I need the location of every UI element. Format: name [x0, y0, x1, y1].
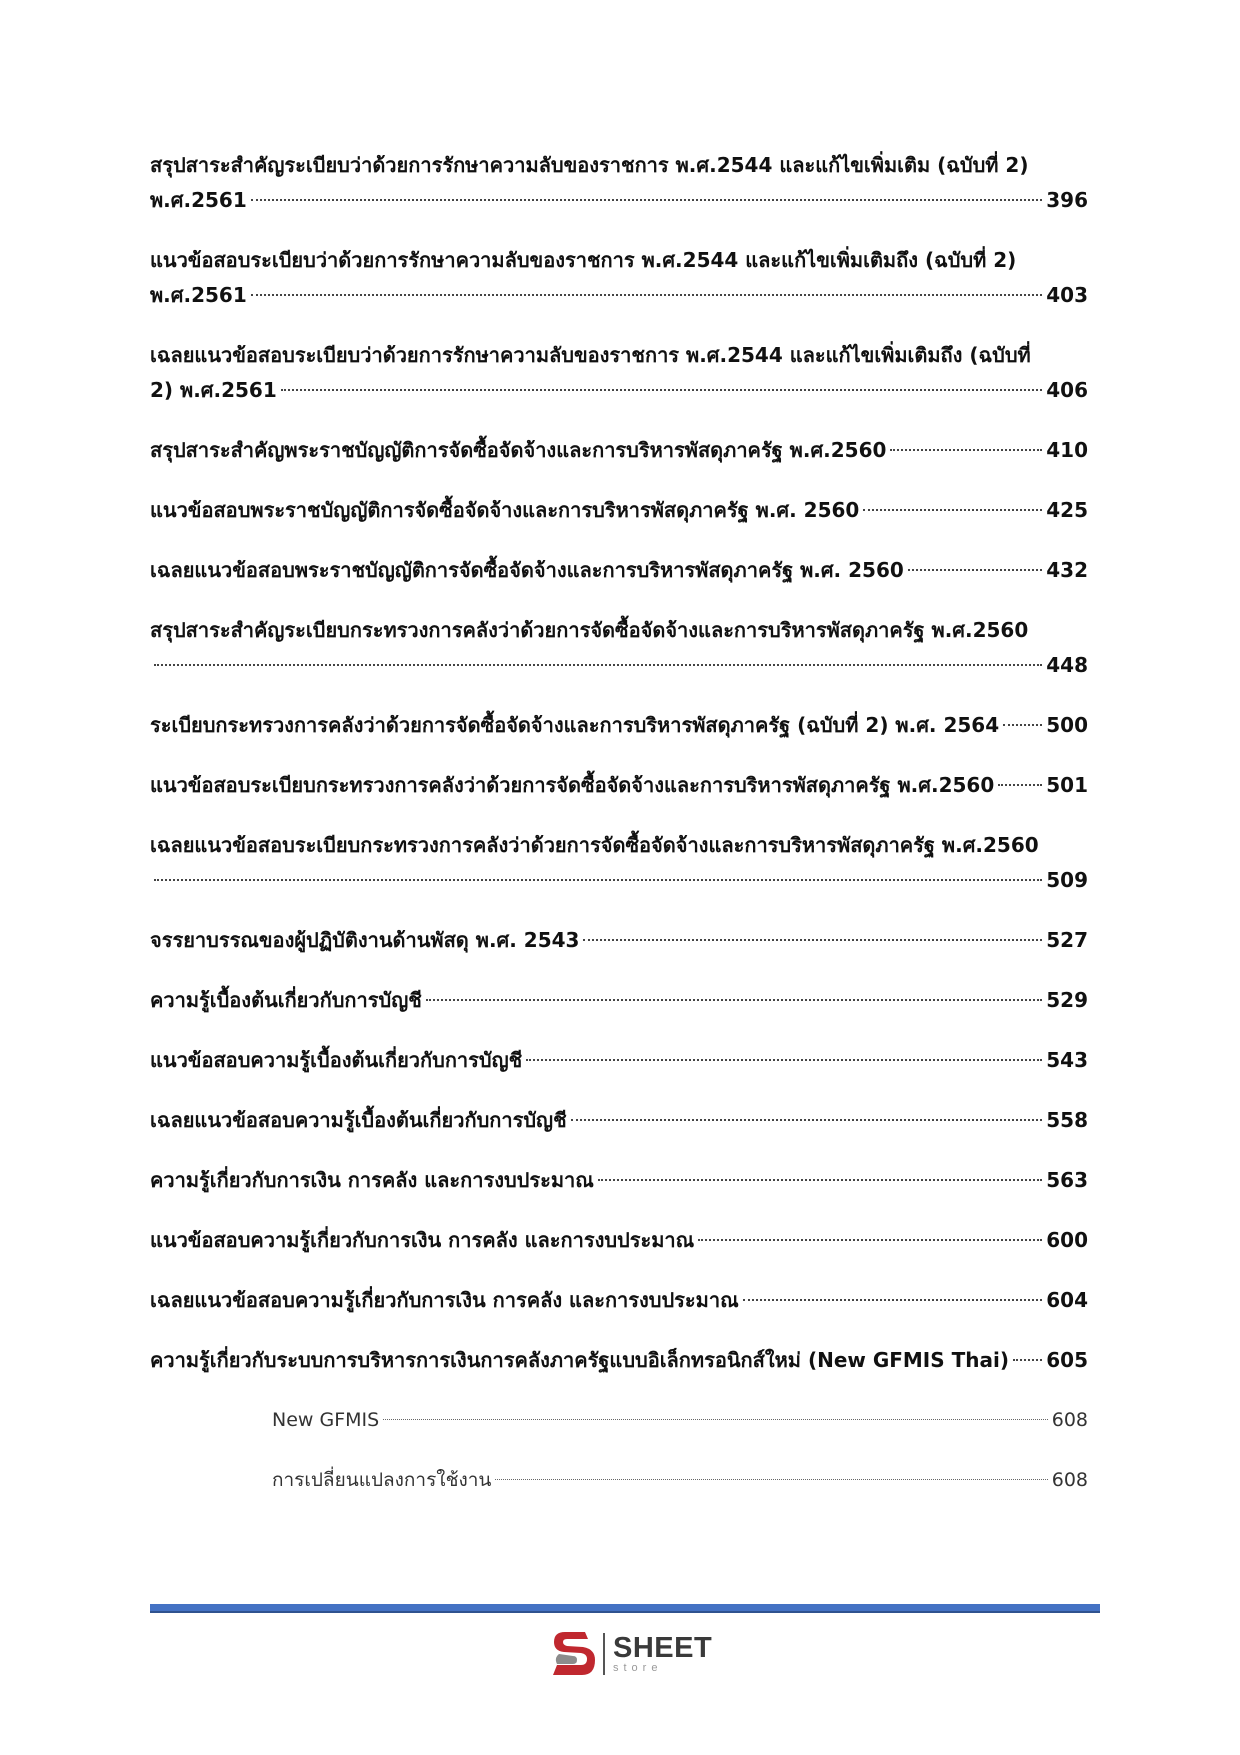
dot-leader: [1003, 704, 1042, 726]
toc-entry[interactable]: [150, 1463, 1088, 1498]
toc-entry-row: [150, 1103, 1088, 1138]
toc-page-number: 501: [1046, 773, 1088, 797]
toc-page-number: 600: [1046, 1228, 1088, 1252]
toc-page-number: 605: [1046, 1348, 1088, 1372]
toc-entry[interactable]: [150, 1403, 1088, 1438]
toc-entry[interactable]: [150, 768, 1088, 803]
toc-entry-row: [150, 493, 1088, 528]
toc-entry-title: เฉลยแนวข้อสอบความรู้เบื้องต้นเกี่ยวกับการบัญชี: [150, 1108, 567, 1132]
dot-leader: [154, 859, 1042, 881]
dot-leader: [251, 179, 1043, 201]
sheet-store-logo: [551, 1628, 712, 1680]
toc-entry-row: [150, 648, 1088, 683]
toc-entry[interactable]: [150, 243, 1088, 313]
toc-entry-row: [150, 1283, 1088, 1318]
toc-entry-title: แนวข้อสอบระเบียบกระทรวงการคลังว่าด้วยการจัดซื้อจัดจ้างและการบริหารพัสดุภาครัฐ พ.ศ.2560: [150, 773, 995, 797]
toc-entry-title: พ.ศ.2561: [150, 283, 247, 307]
toc-entry-row: [150, 553, 1088, 588]
toc-page-number: 608: [1051, 1469, 1088, 1491]
toc-entry-row: [150, 183, 1088, 218]
logo-separator: [603, 1633, 605, 1675]
toc-entry-title-line: สรุปสาระสำคัญระเบียบว่าด้วยการรักษาความลับของราชการ พ.ศ.2544 และแก้ไขเพิ่มเติม (ฉบับที่ 2): [150, 153, 1029, 177]
toc-entry-title: ความรู้เกี่ยวกับระบบการบริหารการเงินการคลังภาครัฐแบบอิเล็กทรอนิกส์ใหม่ (New GFMIS Thai): [150, 1348, 1009, 1372]
toc-entry-row: [272, 1403, 1088, 1438]
toc-entry-row: [150, 373, 1088, 408]
toc-page-number: 558: [1046, 1108, 1088, 1132]
toc-page-number: 563: [1046, 1168, 1088, 1192]
toc-entry-title: ความรู้เกี่ยวกับการเงิน การคลัง และการงบประมาณ: [150, 1168, 594, 1192]
toc-sub-entries: [150, 1403, 1088, 1498]
dot-leader: [383, 1400, 1048, 1420]
dot-leader: [154, 644, 1042, 666]
toc-entry[interactable]: [150, 923, 1088, 958]
toc-entry[interactable]: [150, 828, 1088, 898]
toc-entry-title: เฉลยแนวข้อสอบพระราชบัญญัติการจัดซื้อจัดจ้างและการบริหารพัสดุภาครัฐ พ.ศ. 2560: [150, 558, 904, 582]
toc-entry-row: [150, 708, 1088, 743]
logo-word: SHEET: [613, 1632, 713, 1664]
dot-leader: [890, 429, 1042, 451]
toc-entry-row: [150, 863, 1088, 898]
toc-entry[interactable]: [150, 1103, 1088, 1138]
toc-entry-title-line: เฉลยแนวข้อสอบระเบียบว่าด้วยการรักษาความลับของราชการ พ.ศ.2544 และแก้ไขเพิ่มเติมถึง (ฉบับที่: [150, 343, 1031, 367]
dot-leader: [426, 979, 1042, 1001]
toc-entry-title-line: เฉลยแนวข้อสอบระเบียบกระทรวงการคลังว่าด้วยการจัดซื้อจัดจ้างและการบริหารพัสดุภาครัฐ พ.ศ.2560: [150, 833, 1039, 857]
toc-page-number: 608: [1051, 1409, 1088, 1431]
dot-leader: [698, 1219, 1042, 1241]
toc-entry[interactable]: [150, 338, 1088, 408]
toc-page-number: 425: [1046, 498, 1088, 522]
dot-leader: [908, 549, 1042, 571]
toc-entry[interactable]: [150, 983, 1088, 1018]
toc-entry-row: [150, 1043, 1088, 1078]
toc-entry-title: สรุปสาระสำคัญพระราชบัญญัติการจัดซื้อจัดจ้างและการบริหารพัสดุภาครัฐ พ.ศ.2560: [150, 438, 887, 462]
dot-leader: [251, 274, 1043, 296]
dot-leader: [598, 1159, 1042, 1181]
toc-entry[interactable]: [150, 613, 1088, 683]
dot-leader: [571, 1099, 1043, 1121]
toc-entry[interactable]: [150, 553, 1088, 588]
toc-page-number: 529: [1046, 988, 1088, 1012]
toc-page-number: 500: [1046, 713, 1088, 737]
toc-entry-title: ความรู้เบื้องต้นเกี่ยวกับการบัญชี: [150, 988, 422, 1012]
toc-entry[interactable]: [150, 1043, 1088, 1078]
toc-entry-row: [150, 1343, 1088, 1378]
toc-entry-title-line: สรุปสาระสำคัญระเบียบกระทรวงการคลังว่าด้วยการจัดซื้อจัดจ้างและการบริหารพัสดุภาครัฐ พ.ศ.2560: [150, 618, 1029, 642]
toc-entry[interactable]: [150, 1343, 1088, 1378]
toc-entry-title: แนวข้อสอบความรู้เบื้องต้นเกี่ยวกับการบัญชี: [150, 1048, 523, 1072]
toc-entry[interactable]: [150, 708, 1088, 743]
toc-entry-title-line: แนวข้อสอบระเบียบว่าด้วยการรักษาความลับของราชการ พ.ศ.2544 และแก้ไขเพิ่มเติมถึง (ฉบับที่ 2): [150, 248, 1017, 272]
toc-entry-row: [150, 1163, 1088, 1198]
sheet-store-emblem-icon: [551, 1628, 597, 1680]
toc-entry-row: [150, 768, 1088, 803]
dot-leader: [583, 919, 1042, 941]
dot-leader: [526, 1039, 1042, 1061]
toc-page-number: 509: [1046, 868, 1088, 892]
toc-entry-title: New GFMIS: [272, 1409, 380, 1431]
toc-page-number: 410: [1046, 438, 1088, 462]
toc-main-entries: [150, 148, 1088, 1378]
toc-entry-title: จรรยาบรรณของผู้ปฏิบัติงานด้านพัสดุ พ.ศ. 2543: [150, 928, 580, 952]
toc-page-number: 403: [1046, 283, 1088, 307]
toc-entry[interactable]: [150, 1163, 1088, 1198]
toc-entry-row: [150, 923, 1088, 958]
toc-entry-title: ระเบียบกระทรวงการคลังว่าด้วยการจัดซื้อจัดจ้างและการบริหารพัสดุภาครัฐ (ฉบับที่ 2) พ.ศ. 2564: [150, 713, 1000, 737]
dot-leader: [1013, 1339, 1042, 1361]
toc-page-number: 448: [1046, 653, 1088, 677]
dot-leader: [495, 1460, 1047, 1480]
toc-entry-row: [150, 278, 1088, 313]
toc-entry[interactable]: [150, 1283, 1088, 1318]
toc-page-number: 396: [1046, 188, 1088, 212]
toc-entry-title: แนวข้อสอบความรู้เกี่ยวกับการเงิน การคลัง และการงบประมาณ: [150, 1228, 695, 1252]
logo-wordmark: [613, 1634, 712, 1674]
toc-entry-title: แนวข้อสอบพระราชบัญญัติการจัดซื้อจัดจ้างและการบริหารพัสดุภาครัฐ พ.ศ. 2560: [150, 498, 860, 522]
toc-entry-row: [150, 433, 1088, 468]
toc-page-number: 406: [1046, 378, 1088, 402]
toc-entry[interactable]: [150, 148, 1088, 218]
dot-leader: [863, 489, 1042, 511]
toc-entry-row: [272, 1463, 1088, 1498]
toc-entry-row: [150, 983, 1088, 1018]
table-of-contents: [150, 148, 1088, 1523]
toc-entry-title: การเปลี่ยนแปลงการใช้งาน: [272, 1469, 492, 1491]
toc-page-number: 432: [1046, 558, 1088, 582]
dot-leader: [281, 369, 1042, 391]
toc-entry[interactable]: [150, 493, 1088, 528]
logo-subword: store: [613, 1662, 663, 1674]
toc-page-number: 543: [1046, 1048, 1088, 1072]
toc-entry-title: 2) พ.ศ.2561: [150, 378, 277, 402]
toc-page-number: 527: [1046, 928, 1088, 952]
dot-leader: [998, 764, 1042, 786]
dot-leader: [743, 1279, 1043, 1301]
toc-entry-row: [150, 1223, 1088, 1258]
toc-entry[interactable]: [150, 1223, 1088, 1258]
toc-entry[interactable]: [150, 433, 1088, 468]
toc-page-number: 604: [1046, 1288, 1088, 1312]
footer-rule: [150, 1604, 1100, 1613]
toc-entry-title: พ.ศ.2561: [150, 188, 247, 212]
toc-entry-title: เฉลยแนวข้อสอบความรู้เกี่ยวกับการเงิน การคลัง และการงบประมาณ: [150, 1288, 739, 1312]
